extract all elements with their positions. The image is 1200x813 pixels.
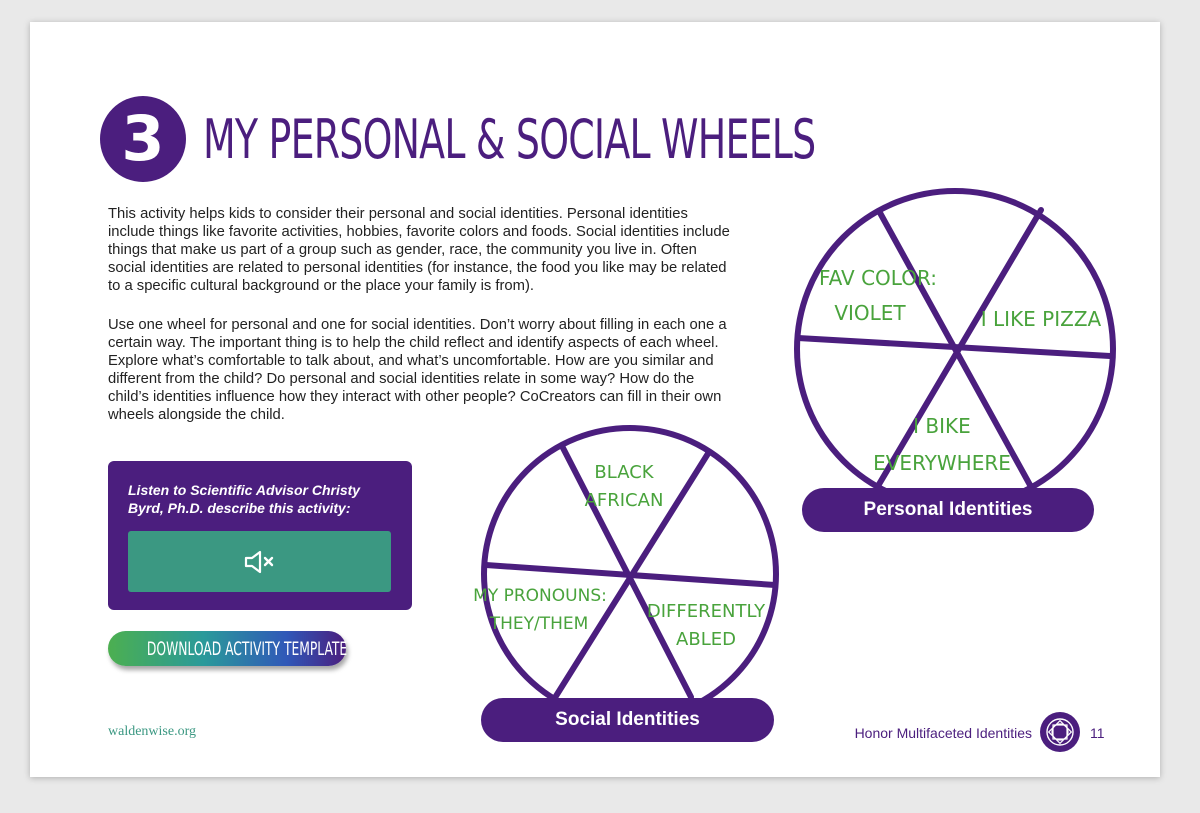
audio-card bbox=[108, 461, 412, 610]
footer-website-link[interactable]: waldenwise.org bbox=[108, 724, 196, 739]
speaker-muted-icon bbox=[243, 549, 277, 575]
personal-label-violet: VIOLET bbox=[834, 301, 906, 325]
social-label-african: AFRICAN bbox=[584, 490, 664, 511]
personal-identities-banner: Personal Identities bbox=[802, 488, 1094, 532]
walden-logo bbox=[1040, 712, 1080, 752]
personal-label-everywhere: EVERYWHERE bbox=[873, 451, 1011, 475]
audio-prompt: Listen to Scientific Advisor Christy Byrd, Ph.D. describe this activity: bbox=[128, 482, 361, 516]
social-identities-banner: Social Identities bbox=[481, 698, 774, 742]
personal-label-pizza: I LIKE PIZZA bbox=[980, 307, 1102, 331]
mandala-icon bbox=[1040, 712, 1080, 752]
download-button-label: DOWNLOAD ACTIVITY TEMPLATE bbox=[146, 637, 348, 660]
page-title: MY PERSONAL & SOCIAL WHEELS bbox=[203, 108, 816, 171]
social-label-pronouns: MY PRONOUNS: bbox=[473, 586, 607, 606]
intro-paragraph-1: This activity helps kids to consider their personal and social identities. Personal identities include things like favorite activities, hobbies, favorite colors and foods. Social identities include things that make us part of a group such as gender, race, the community you live in. Often social identities are related to personal identities (for instance, the food you like may be related to a specific cultural background or the place your family is from). bbox=[108, 206, 730, 294]
footer-section-title: Honor Multifaceted Identities bbox=[854, 725, 1032, 741]
personal-label-fav-color: FAV COLOR: bbox=[818, 266, 938, 290]
social-label-they-them: THEY/THEM bbox=[489, 614, 589, 634]
personal-label-bike: I BIKE bbox=[913, 414, 971, 438]
social-label-black: BLACK bbox=[594, 462, 654, 483]
social-label-abled: ABLED bbox=[676, 629, 736, 650]
intro-paragraph-2: Use one wheel for personal and one for social identities. Don’t worry about filling in each one a certain way. The important thing is to help the child reflect and identify aspects of each wheel. Explore what’s comfortable to talk about, and what’s uncomfortable. How are you similar and different from the child? Do personal and social identities relate in some way? How do the child’s identities influence how they interact with other people? CoCreators can fill in their own wheels alongside the child. bbox=[108, 317, 727, 423]
download-template-button[interactable] bbox=[108, 631, 346, 666]
page-number: 11 bbox=[1090, 725, 1105, 741]
personal-wheel bbox=[790, 187, 1120, 517]
social-wheel bbox=[473, 435, 788, 725]
step-number: 3 bbox=[121, 102, 165, 175]
social-label-differently: DIFFERENTLY bbox=[646, 601, 766, 622]
step-number-badge bbox=[100, 96, 186, 182]
audio-play-button[interactable] bbox=[128, 531, 391, 592]
